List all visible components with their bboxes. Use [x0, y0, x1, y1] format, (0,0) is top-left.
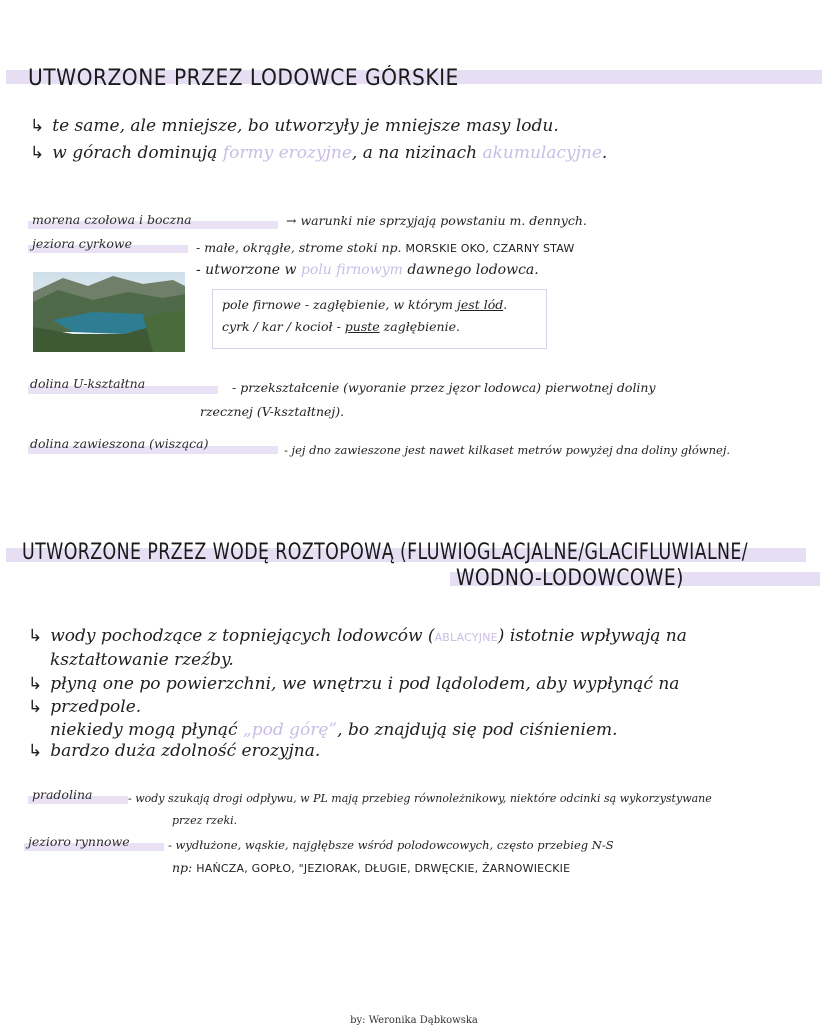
bullet-2: ↳ w górach dominują formy erozyjne, a na nizinach akumulacyjne. [30, 143, 608, 163]
arrow-icon: ↳ [30, 143, 45, 163]
term-jezioro-rynnowe: jezioro rynnowe [28, 834, 130, 849]
s2-bullet-3: niekiedy mogą płynąć „pod górę”, bo znajdują się pod ciśnieniem. [50, 720, 618, 740]
dolina-z-text: - jej dno zawieszone jest nawet kilkaset metrów powyżej dna doliny głównej. [284, 443, 731, 457]
term-dolina-u: dolina U-kształtna [30, 376, 146, 391]
dolina-u-line-1: - przekształcenie (wyoranie przez jęzor lodowca) pierwotnej doliny [232, 380, 656, 395]
s2-bullet-2-line-2: ↳ przedpole. [28, 697, 142, 717]
arrow-icon: ↳ [30, 116, 45, 136]
section2-title-line-1: UTWORZONE PRZEZ WODĘ ROZTOPOWĄ (FLUWIOGLACJALNE/GLACIFLUWIALNE/ [22, 540, 749, 565]
s2-bullet-2: ↳ płyną one po powierzchni, we wnętrzu i pod lądolodem, aby wypłynąć na [28, 674, 680, 694]
arrow-icon: ↳ [28, 626, 43, 646]
term-morena: morena czołowa i boczna [32, 212, 192, 227]
arrow-icon: ↳ [28, 741, 43, 761]
section2-title-line-2: WODNO-LODOWCOWE) [456, 566, 684, 591]
section1-title: UTWORZONE PRZEZ LODOWCE GÓRSKIE [28, 66, 459, 91]
pradolina-line-2: przez rzeki. [172, 814, 238, 827]
term-dolina-zawieszona: dolina zawieszona (wisząca) [30, 436, 209, 451]
term-pradolina: pradolina [32, 787, 93, 802]
rynnowe-line-2: np: HAŃCZA, GOPŁO, "JEZIORAK, DŁUGIE, DRWĘCKIE, ŻARNOWIECKIE [172, 860, 571, 875]
lake-photo [33, 272, 185, 352]
arrow-icon: ↳ [28, 674, 43, 694]
dolina-u-line-2: rzecznej (V-kształtnej). [200, 404, 345, 419]
jeziora-line-2: - utworzone w polu firnowym dawnego lodowca. [196, 262, 539, 278]
morena-text: → warunki nie sprzyjają powstaniu m. dennych. [286, 213, 587, 228]
pradolina-line-1: - wody szukają drogi odpływu, w PL mają przebieg równoleżnikowy, niektóre odcinki są wykorzystywane [128, 792, 712, 805]
box-line-1: pole firnowe - zagłębienie, w którym jest lód. [222, 297, 508, 312]
box-line-2: cyrk / kar / kocioł - puste zagłębienie. [222, 319, 460, 334]
bullet-1: ↳ te same, ale mniejsze, bo utworzyły je mniejsze masy lodu. [30, 116, 559, 136]
s2-bullet-1-line-2: kształtowanie rzeźby. [50, 650, 234, 670]
rynnowe-line-1: - wydłużone, wąskie, najgłębsze wśród polodowcowych, często przebieg N-S [168, 838, 614, 852]
s2-bullet-1: ↳ wody pochodzące z topniejących lodowców (ABLACYJNE) istotnie wpływają na [28, 626, 687, 646]
arrow-icon: ↳ [28, 697, 43, 717]
s2-bullet-4: ↳ bardzo duża zdolność erozyjna. [28, 741, 321, 761]
author-footer: by: Weronika Dąbkowska [350, 1015, 478, 1026]
term-jeziora-cyrkowe: jeziora cyrkowe [32, 236, 133, 251]
jeziora-line-1: - małe, okrągłe, strome stoki np. MORSKIE OKO, CZARNY STAW [196, 240, 575, 255]
